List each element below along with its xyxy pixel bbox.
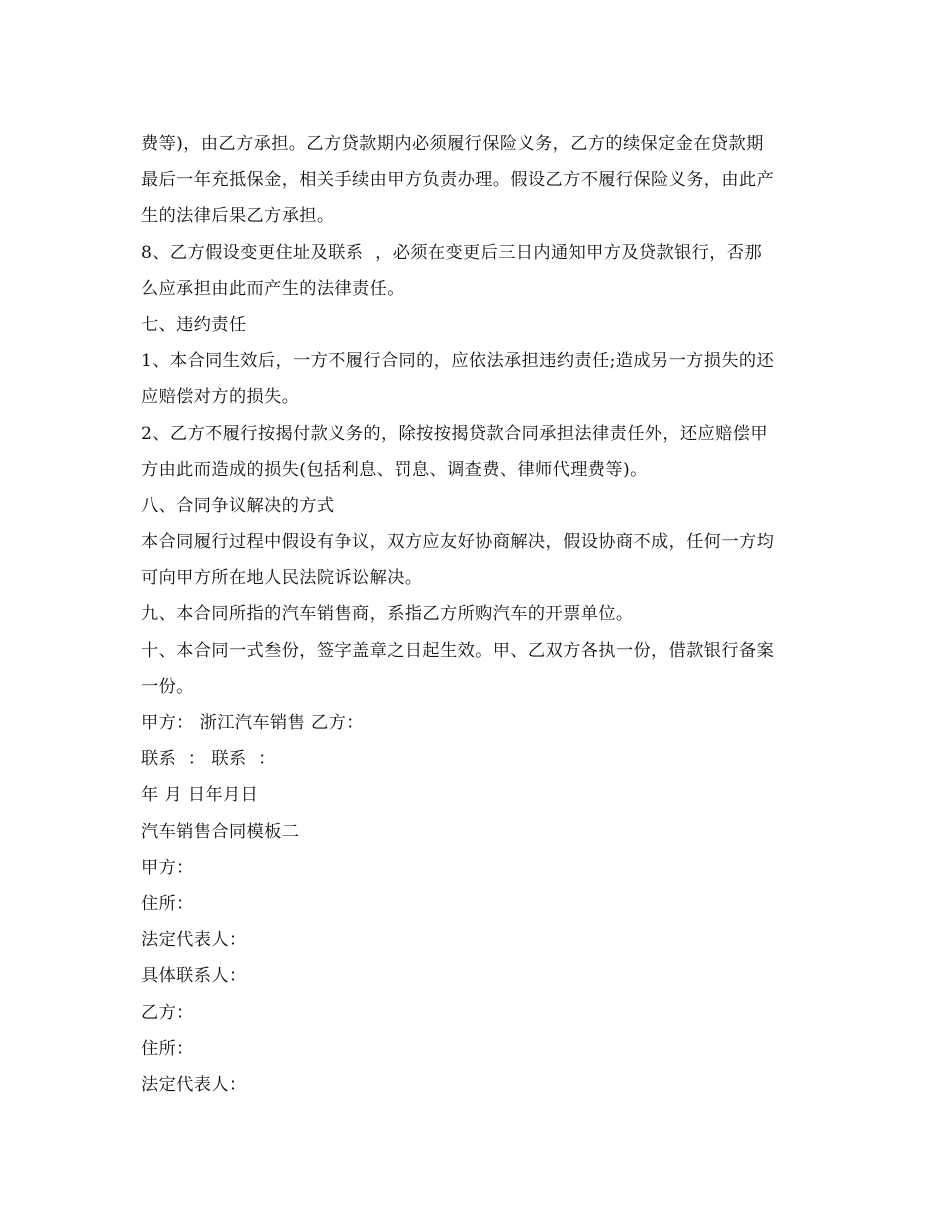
section-heading: 八、合同争议解决的方式 [141, 495, 335, 516]
section-heading: 七、违约责任 [141, 314, 247, 335]
text-line: 生的法律后果乙方承担。 [141, 206, 335, 227]
signature-contact: 联系 ： 联系 ： [141, 749, 276, 770]
text-line: 费等)，由乙方承担。乙方贷款期内必须履行保险义务，乙方的续保定金在贷款期 [141, 134, 764, 154]
legal-representative-label: 法定代表人： [141, 930, 247, 951]
contact-person-label: 具体联系人： [141, 966, 247, 987]
text-line: 最后一年充抵保金，相关手续由甲方负责办理。假设乙方不履行保险义务，由此产 [141, 170, 775, 191]
party-a-label: 甲方： [141, 857, 194, 878]
clause-1: 1、本合同生效后，一方不履行合同的，应依法承担违约责任;造成另一方损失的还 [141, 351, 775, 372]
text-line: 一份。 [141, 676, 194, 697]
legal-representative-label: 法定代表人： [141, 1074, 247, 1095]
address-label: 住所： [141, 893, 194, 914]
party-b-label: 乙方： [141, 1002, 194, 1023]
document-body [141, 126, 821, 1103]
section-heading: 十、本合同一式叁份，签字盖章之日起生效。甲、乙双方各执一份，借款银行备案 [141, 640, 775, 661]
section-heading: 九、本合同所指的汽车销售商，系指乙方所购汽车的开票单位。 [141, 604, 634, 625]
text-line: 可向甲方所在地人民法院诉讼解决。 [141, 568, 423, 589]
text-line: 本合同履行过程中假设有争议，双方应友好协商解决，假设协商不成，任何一方均 [141, 532, 775, 553]
template-title: 汽车销售合同模板二 [141, 821, 300, 842]
text-line: 么应承担由此而产生的法律责任。 [141, 278, 405, 299]
text-line: 方由此而造成的损失(包括利息、罚息、调查费、律师代理费等)。 [141, 459, 648, 480]
signature-date: 年 月 日年月日 [141, 785, 259, 806]
signature-parties: 甲方： 浙江汽车销售 乙方： [141, 713, 364, 733]
clause-8: 8、乙方假设变更住址及联系 ，必须在变更后三日内通知甲方及贷款银行，否那 [141, 242, 763, 263]
address-label: 住所： [141, 1038, 194, 1059]
clause-2: 2、乙方不履行按揭付款义务的，除按按揭贷款合同承担法律责任外，还应赔偿甲 [141, 423, 768, 444]
text-line: 应赔偿对方的损失。 [141, 387, 300, 408]
